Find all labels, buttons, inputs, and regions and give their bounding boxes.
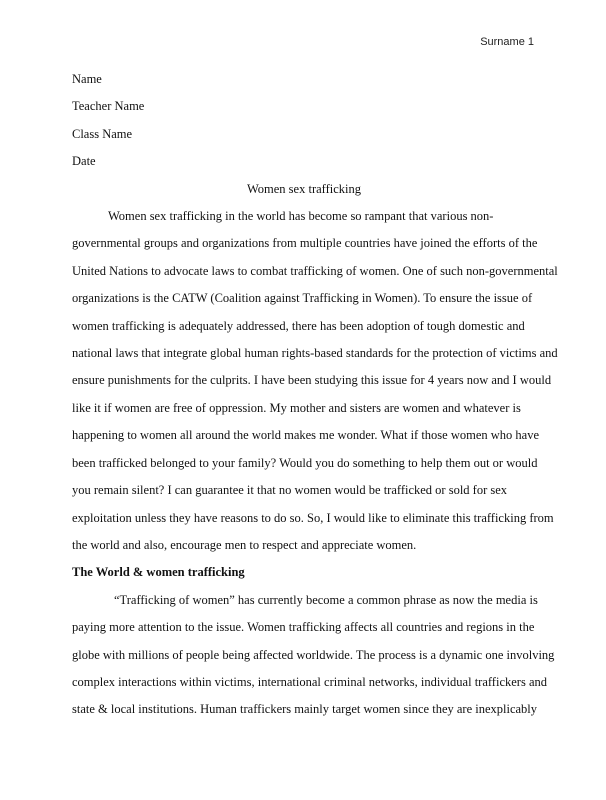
paragraph-line: governmental groups and organizations from multiple countries have joined the efforts of the [72, 236, 538, 251]
running-head: Surname 1 [480, 36, 534, 48]
paragraph-line: United Nations to advocate laws to combat trafficking of women. One of such non-governmental [72, 263, 558, 278]
paragraph-line: you remain silent? I can guarantee it that no women would be trafficked or sold for sex [72, 483, 508, 498]
section-heading: The World & women trafficking [72, 565, 245, 580]
date: Date [72, 154, 96, 169]
paragraph-line: Women sex trafficking in the world has become so rampant that various non- [108, 209, 494, 224]
paragraph-line: national laws that integrate global human rights-based standards for the protection of victims and [72, 346, 558, 361]
paragraph-line: been trafficked belonged to your family? Would you do something to help them out or would [72, 455, 538, 470]
paragraph-2 [72, 587, 555, 724]
paragraph-line: complex interactions within victims, international criminal networks, individual traffickers and [72, 674, 547, 689]
teacher-name: Teacher Name [72, 99, 145, 114]
class-name: Class Name [72, 126, 133, 141]
paragraph-line: paying more attention to the issue. Women trafficking affects all countries and regions in the [72, 620, 535, 635]
paragraph-line: women trafficking is adequately addressed, there has been adoption of tough domestic and [72, 318, 525, 333]
paragraph-line: like it if women are free of oppression. My mother and sisters are women and whatever is [72, 400, 521, 415]
paragraph-line: globe with millions of people being affected worldwide. The process is a dynamic one involving [72, 647, 555, 662]
paragraph-line: “Trafficking of women” has currently become a common phrase as now the media is [114, 592, 538, 607]
paragraph-line: ensure punishments for the culprits. I have been studying this issue for 4 years now and I would [72, 373, 552, 388]
paragraph-line: state & local institutions. Human traffickers mainly target women since they are inexplicably [72, 702, 538, 717]
paragraph-line: exploitation unless they have reasons to do so. So, I would like to eliminate this trafficking from [72, 510, 554, 525]
student-name: Name [72, 72, 102, 86]
document-body [72, 66, 558, 724]
paragraph-line: the world and also, encourage men to respect and appreciate women. [72, 537, 417, 552]
essay-title: Women sex trafficking [246, 181, 361, 196]
paragraph-line: happening to women all around the world makes me wonder. What if those women who have [72, 428, 540, 443]
paragraph-1 [72, 203, 558, 559]
paragraph-line: organizations is the CATW (Coalition against Trafficking in Women). To ensure the issue of [72, 291, 533, 306]
